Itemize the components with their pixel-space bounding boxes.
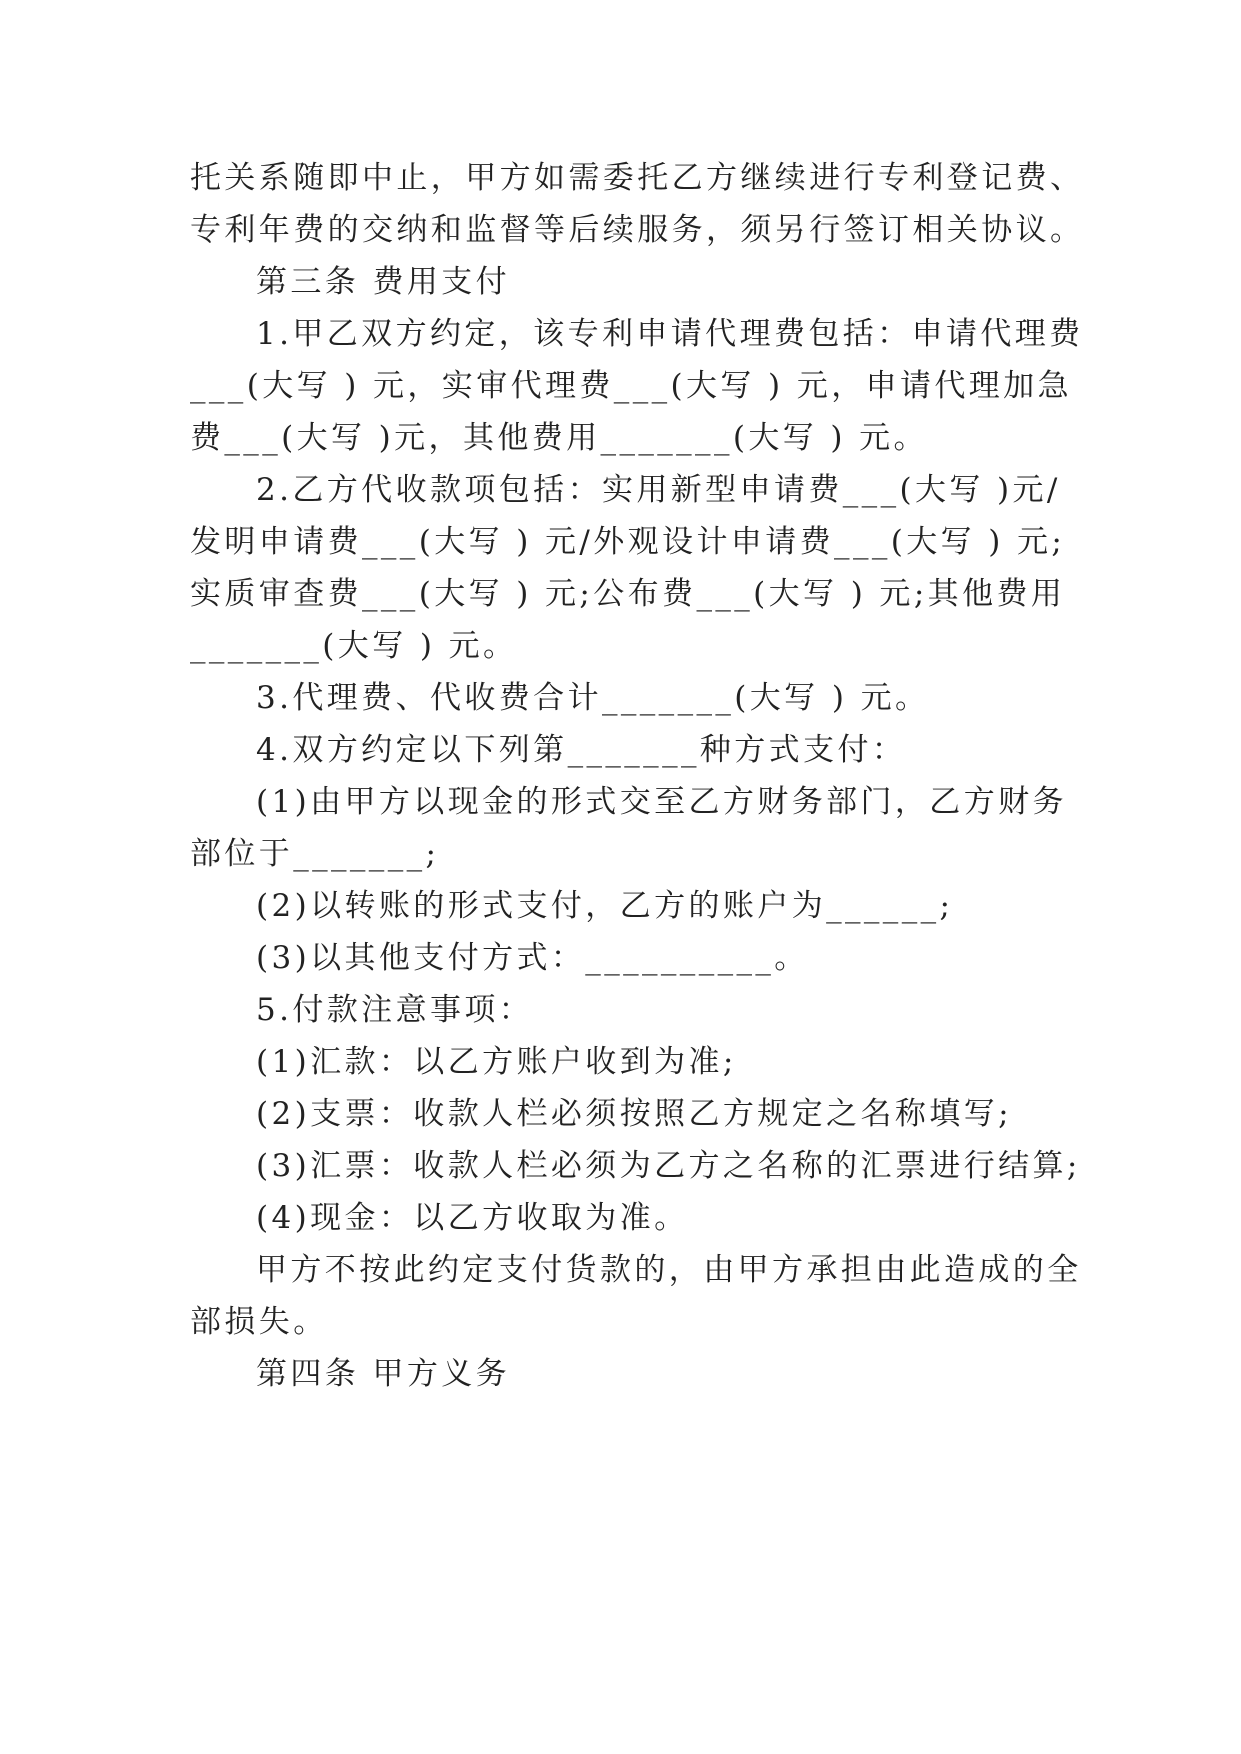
text-line: (1)由甲方以现金的形式交至乙方财务部门，乙方财务 bbox=[256, 784, 1067, 820]
text-line: (1)汇款：以乙方账户收到为准; bbox=[256, 1044, 737, 1080]
text-line: 费___(大写 )元，其他费用_______(大写 ) 元。 bbox=[190, 420, 928, 456]
text-line: (2)以转账的形式支付，乙方的账户为______; bbox=[256, 888, 954, 924]
text-line: 发明申请费___(大写 ) 元/外观设计申请费___(大写 ) 元; bbox=[190, 524, 1066, 560]
text-line: 实质审查费___(大写 ) 元;公布费___(大写 ) 元;其他费用 bbox=[190, 576, 1066, 612]
section-heading: 第三条 费用支付 bbox=[256, 264, 511, 300]
text-line: 部位于_______; bbox=[190, 836, 440, 872]
text-line: 5.付款注意事项： bbox=[256, 992, 534, 1028]
text-line: _______(大写 ) 元。 bbox=[190, 628, 518, 664]
text-line: 2.乙方代收款项包括：实用新型申请费___(大写 )元/ bbox=[256, 472, 1061, 508]
text-line: (2)支票：收款人栏必须按照乙方规定之名称填写; bbox=[256, 1096, 1012, 1132]
text-line: ___(大写 ) 元，实审代理费___(大写 ) 元，申请代理加急 bbox=[190, 368, 1072, 404]
section-heading: 第四条 甲方义务 bbox=[256, 1356, 511, 1392]
text-line: 部损失。 bbox=[190, 1304, 328, 1340]
text-line: 1.甲乙双方约定，该专利申请代理费包括：申请代理费 bbox=[256, 316, 1084, 352]
text-line: 托关系随即中止，甲方如需委托乙方继续进行专利登记费、 bbox=[190, 160, 1085, 196]
text-line: (3)以其他支付方式：__________。 bbox=[256, 940, 809, 976]
text-line: (3)汇票：收款人栏必须为乙方之名称的汇票进行结算; bbox=[256, 1148, 1081, 1184]
text-line: (4)现金：以乙方收取为准。 bbox=[256, 1200, 689, 1236]
text-line: 4.双方约定以下列第_______种方式支付： bbox=[256, 732, 907, 768]
text-line: 3.代理费、代收费合计_______(大写 ) 元。 bbox=[256, 680, 930, 716]
text-line: 甲方不按此约定支付货款的，由甲方承担由此造成的全 bbox=[256, 1252, 1082, 1288]
text-line: 专利年费的交纳和监督等后续服务，须另行签订相关协议。 bbox=[190, 212, 1085, 248]
